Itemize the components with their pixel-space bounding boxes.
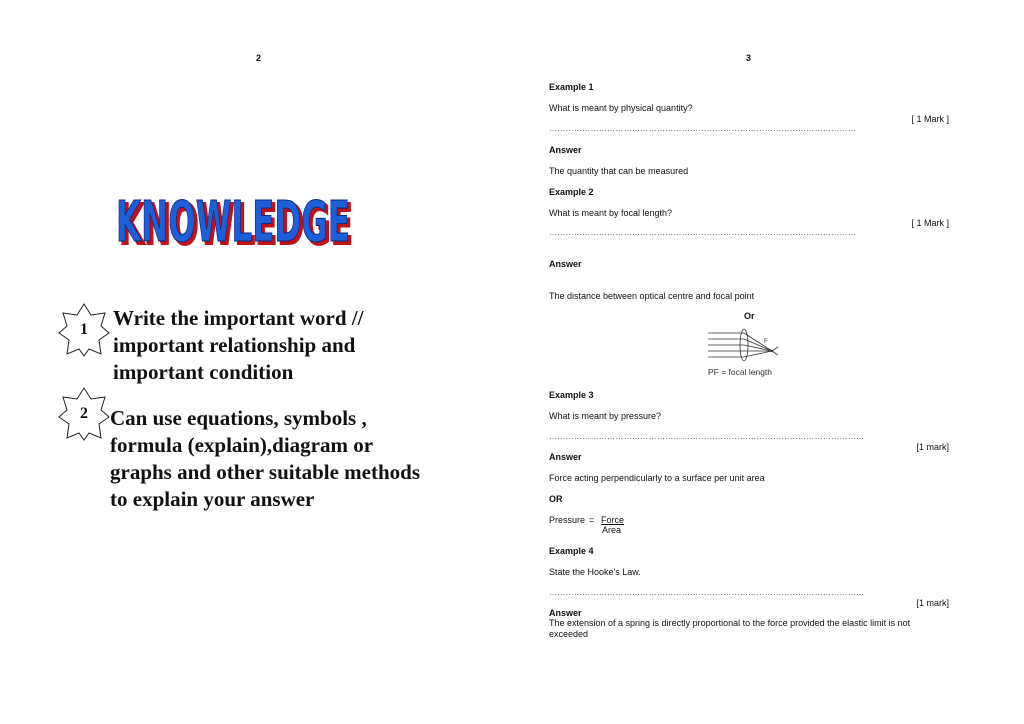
point-1-text: Write the important word // important relationship and important condition [113,306,364,384]
example-2-heading: Example 2 [549,187,594,197]
example-4-answer-heading: Answer [549,608,582,618]
formula-equals: = [589,515,595,525]
left-page-number: 2 [256,53,262,63]
example-2-question: What is meant by focal length? [549,208,673,218]
knowledge-title [116,180,356,252]
example-2-answer: The distance between optical centre and focal point [549,291,755,301]
example-1-mark: [ 1 Mark ] [911,114,949,124]
point-2-text: Can use equations, symbols , formula (explain),diagram or graphs and other suitable methods to explain your answer [110,406,420,511]
focus-label: F [764,339,768,345]
formula-numerator: Force [601,515,625,525]
point-1-badge [58,303,110,357]
example-4-answer-line: …………………………………………………………………………………………………… [549,588,865,597]
example-1-answer-heading: Answer [549,145,582,155]
example-4-heading: Example 4 [549,546,594,556]
pressure-label: Pressure [549,515,586,525]
example-3-answer-line: …………………………………………………………………………………………………… [549,432,865,441]
example-1-question: What is meant by physical quantity? [549,103,693,113]
example-3-or: OR [549,494,563,504]
formula-denominator: Area [602,525,622,535]
right-page-number: 3 [746,53,752,63]
point-1-number: 1 [80,321,88,338]
point-2-badge [58,387,110,441]
example-4-answer: The extension of a spring is directly proportional to the force provided the elastic limit is not exceeded [549,618,911,639]
svg-text:KNOWLEDGE: KNOWLEDGE [119,193,353,252]
example-2-answer-line: ………………………………………………………………………………………………… [549,228,857,237]
example-4-question: State the Hooke's Law. [549,567,641,577]
example-3-answer: Force acting perpendicularly to a surface per unit area [549,473,765,483]
example-2-answer-heading: Answer [549,259,582,269]
point-2-number: 2 [80,405,88,422]
diagram-caption: PF = focal length [708,367,773,377]
example-3-mark: [1 mark] [916,442,949,452]
svg-text:KNOWLEDGE: KNOWLEDGE [116,190,350,252]
focal-length-diagram [706,323,782,379]
example-1-heading: Example 1 [549,82,594,92]
example-2-mark: [ 1 Mark ] [911,218,949,228]
example-1-answer-line: ………………………………………………………………………………………………… [549,124,857,133]
example-4-mark: [1 mark] [916,598,949,608]
example-3-heading: Example 3 [549,390,594,400]
example-3-question: What is meant by pressure? [549,411,662,421]
example-2-or: Or [744,311,755,321]
example-3-answer-heading: Answer [549,452,582,462]
example-1-answer: The quantity that can be measured [549,166,689,176]
